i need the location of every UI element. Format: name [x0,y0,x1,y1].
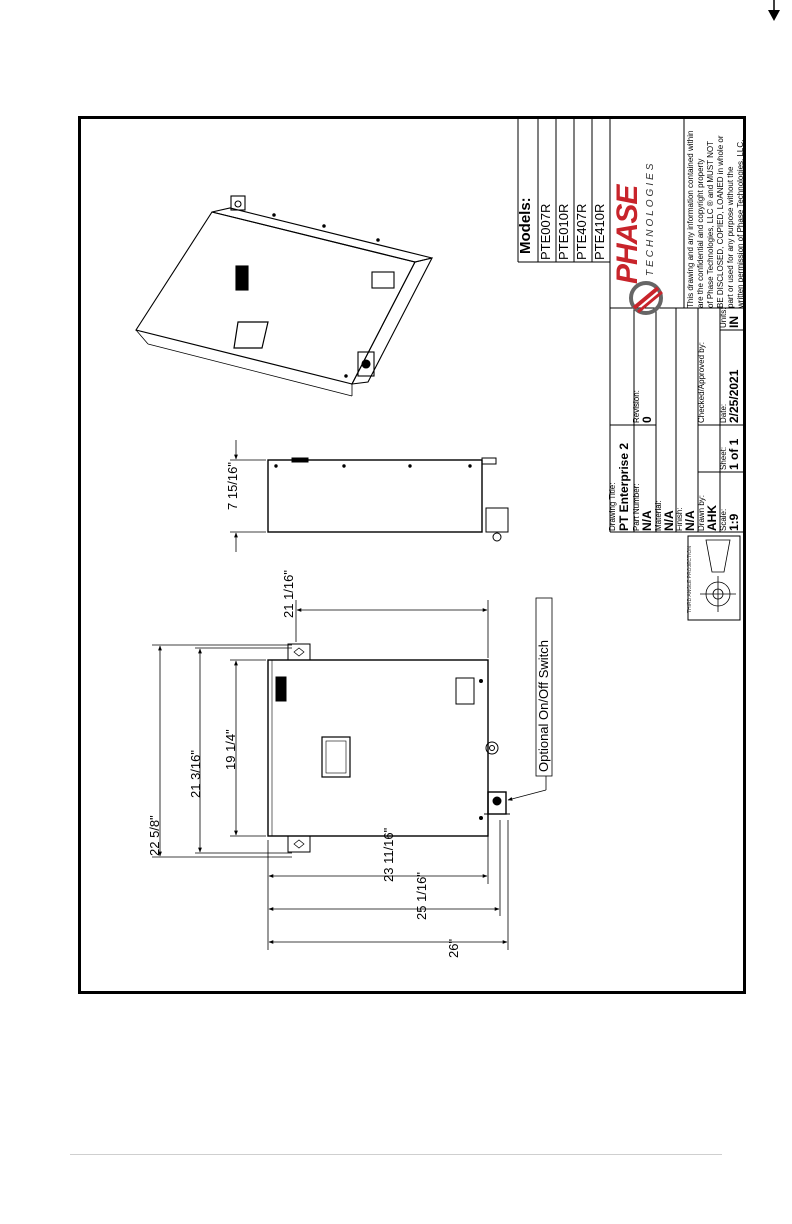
part-number: N/A [640,510,654,531]
dimension-front-depth: 21 1/16" [281,570,296,618]
date-label: Date: [719,403,728,423]
projection-label: THIRD ANGLE PROJECTION [687,546,693,613]
drawing-text-layer [75,116,746,994]
model-item: PTE010R [556,203,571,260]
finish-label: Finish: [675,507,684,531]
dimension-height: 7 15/16" [225,462,240,510]
footer-rule [70,1154,722,1155]
dimension-depth-3: 23 11/16" [381,827,396,882]
material: N/A [662,510,676,531]
revision-label: Revision: [632,390,641,423]
dimension-width-2: 21 3/16" [188,750,203,798]
dimension-overall-width: 22 5/8" [147,815,162,856]
finish: N/A [683,510,697,531]
confidentiality-notice: This drawing and any information contained within are the confidential and copyright property of Phase Technologies, LLC ® and MUST NOT BE DISCLOSED, COPIED, LOANED in whole or part or used for any purpose without the written permission of Phase Technologies, LLC. [686,130,745,308]
dimension-width-3: 19 1/4" [223,729,238,770]
units: IN [727,316,741,328]
scale-label: Scale: [719,508,728,531]
units-label: Units: [719,307,728,328]
drawing-title: PT Enterprise 2 [617,442,631,531]
brand-name: PHASE [611,185,644,284]
drawing-title-label: Drawing Title: [608,482,617,531]
revision: 0 [640,416,654,423]
sheet-label: Sheet: [719,446,728,470]
drawn-by: AHK [705,505,719,531]
dimension-overall-depth: 26" [446,938,461,958]
drawn-by-label: Drawn by: [697,494,706,531]
part-number-label: Part Number: [632,483,641,531]
model-item: PTE007R [538,203,553,260]
model-item: PTE407R [574,203,589,260]
brand-tagline: TECHNOLOGIES [645,160,656,276]
models-header: Models: [517,197,534,254]
optional-switch-callout: Optional On/Off Switch [536,640,551,772]
scale: 1:9 [727,513,741,531]
material-label: Material: [654,500,663,531]
model-item: PTE410R [592,203,607,260]
sheet: 1 of 1 [727,438,741,470]
checked-approved-label: Checked/Approved by: [697,342,706,423]
date: 2/25/2021 [727,369,741,423]
dimension-depth-2: 25 1/16" [414,872,429,920]
